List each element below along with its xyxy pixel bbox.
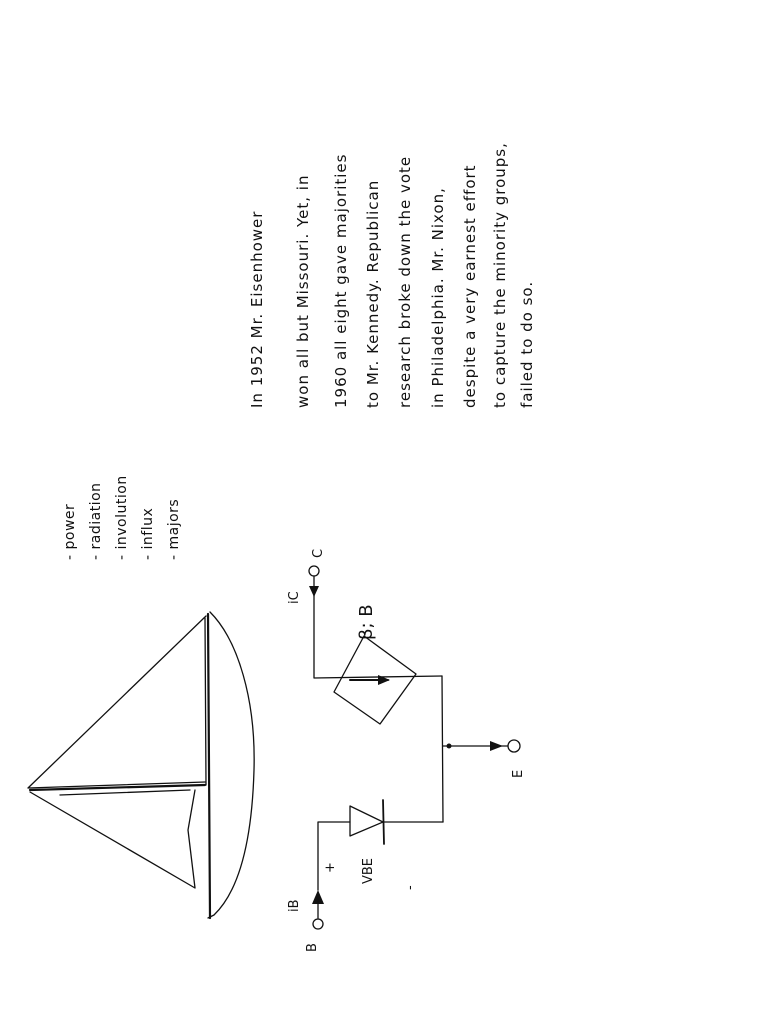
diode-left-wire: [318, 822, 350, 890]
emitter-node: [447, 744, 452, 749]
diode-triangle: [350, 806, 383, 836]
emitter-arrowhead: [490, 741, 503, 751]
word-list: [62, 475, 182, 560]
word-list-item: - majors: [166, 498, 182, 560]
base-terminal: [313, 919, 323, 929]
emitter-terminal: [508, 740, 520, 752]
boat-hull: [208, 612, 254, 918]
word-list-item: - influx: [140, 507, 156, 560]
collector-terminal: [309, 566, 319, 576]
paragraph-line-4: to Mr. Kennedy. Republican: [364, 179, 382, 408]
sail-boom-shadow: [60, 790, 190, 795]
paragraph-line-5: research broke down the vote: [396, 155, 414, 408]
boat-mast-double: [205, 618, 206, 785]
label-plus: +: [323, 862, 338, 873]
label-beta: β; B: [356, 604, 377, 640]
paragraph-line-3: 1960 all eight gave majorities: [332, 153, 350, 408]
word-list-item: - power: [62, 503, 78, 560]
label-ic: iC: [287, 591, 302, 604]
paragraph-line-6: in Philadelphia. Mr. Nixon,: [429, 187, 447, 408]
label-vbe: VBE: [361, 857, 376, 884]
sailboat-sketch: [28, 612, 254, 918]
collector-wire: [314, 596, 442, 678]
label-minus: -: [403, 885, 418, 890]
paragraph-line-8: to capture the minority groups,: [491, 142, 509, 408]
paragraph-line-9: failed to do so.: [518, 280, 536, 408]
label-collector: C: [311, 548, 326, 558]
jib-sail: [30, 790, 195, 888]
word-list-item: - involution: [114, 475, 130, 560]
word-list-item: - radiation: [88, 482, 104, 560]
transistor-circuit: [287, 549, 526, 952]
handwritten-paragraph: [248, 142, 536, 408]
main-sail: [28, 616, 206, 788]
label-emitter: E: [511, 769, 526, 778]
paragraph-line-1: In 1952 Mr. Eisenhower: [248, 210, 266, 408]
boat-mast: [208, 614, 210, 918]
label-ib: iB: [287, 899, 302, 912]
paragraph-line-2: won all but Missouri. Yet, in: [294, 174, 312, 408]
emitter-bus: [442, 676, 443, 822]
label-base: B: [305, 943, 320, 952]
paragraph-line-7: despite a very earnest effort: [461, 164, 479, 408]
